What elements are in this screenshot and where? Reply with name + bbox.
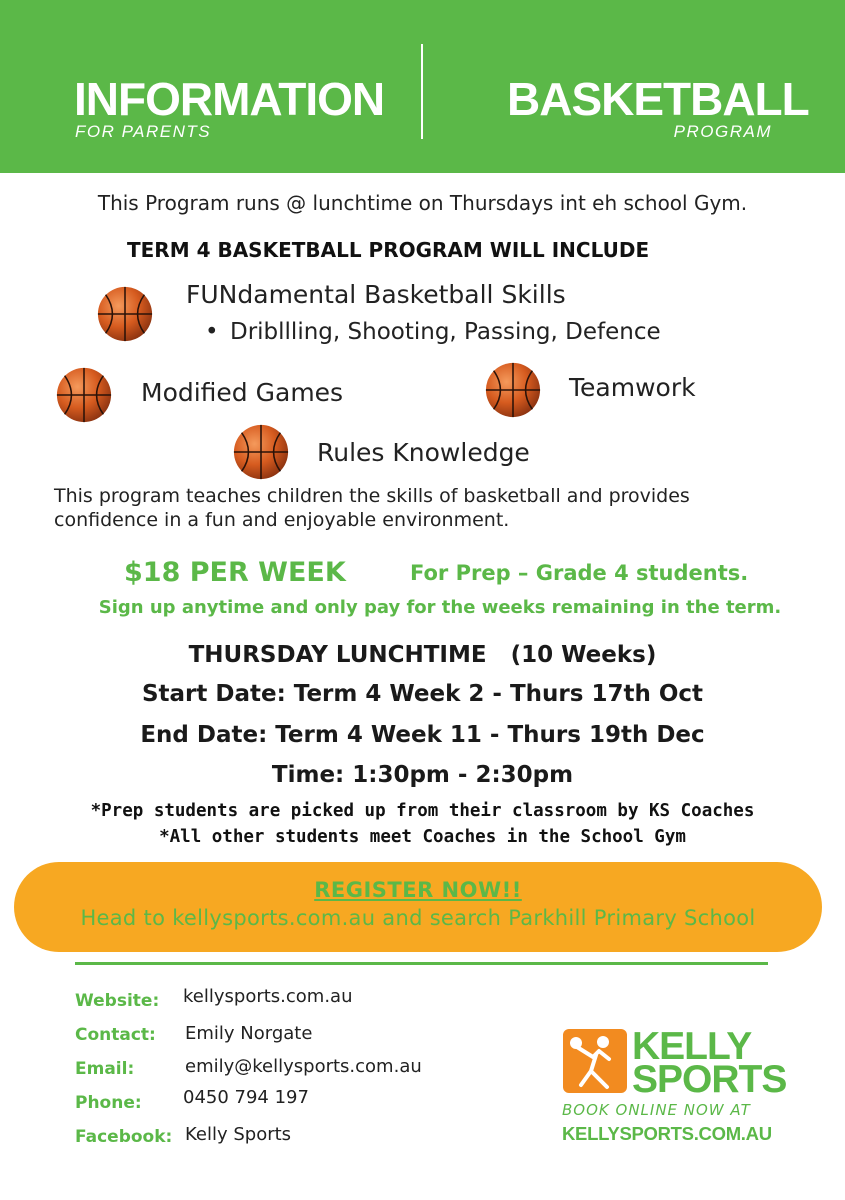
contact-name: Emily Norgate	[185, 1023, 313, 1044]
header-right-title: BASKETBALL	[507, 73, 809, 125]
bullet-dot: •	[205, 319, 219, 345]
logo-tagline: BOOK ONLINE NOW AT	[562, 1101, 751, 1119]
logo-word-sports: SPORTS	[632, 1058, 787, 1101]
header-divider	[421, 44, 423, 139]
includes-heading: TERM 4 BASKETBALL PROGRAM WILL INCLUDE	[127, 238, 650, 262]
register-instructions: Head to kellysports.com.au and search Parkhill Primary School	[80, 906, 756, 930]
prep-pickup-note: *Prep students are picked up from their classroom by KS Coaches	[90, 801, 755, 821]
item-modified-games: Modified Games	[141, 378, 344, 407]
website-label: Website:	[75, 991, 160, 1011]
register-banner[interactable]	[14, 862, 822, 952]
facebook-link[interactable]: Kelly Sports	[185, 1124, 292, 1145]
header-right-subtitle: PROGRAM	[673, 122, 772, 141]
kelly-sports-logo-icon	[563, 1029, 627, 1093]
facebook-label: Facebook:	[75, 1127, 173, 1147]
phone-label: Phone:	[75, 1093, 142, 1113]
header-left-title: INFORMATION	[74, 73, 385, 125]
schedule-start: Start Date: Term 4 Week 2 - Thurs 17th Oct	[141, 681, 704, 707]
basketball-icon	[232, 423, 290, 481]
phone-number: 0450 794 197	[183, 1087, 309, 1108]
price-per-week: $18 PER WEEK	[124, 557, 346, 588]
basketball-icon	[55, 366, 113, 424]
website-link[interactable]: kellysports.com.au	[183, 986, 353, 1007]
header-left-subtitle: FOR PARENTS	[75, 122, 212, 141]
register-link[interactable]: REGISTER NOW!!	[314, 878, 522, 902]
basketball-icon	[484, 361, 542, 419]
item-fundamentals: FUNdamental Basketball Skills	[186, 280, 566, 309]
item-skills-list: Dribllling, Shooting, Passing, Defence	[230, 319, 661, 345]
email-link[interactable]: emily@kellysports.com.au	[185, 1056, 422, 1077]
logo-word-kelly: KELLY	[632, 1025, 752, 1068]
grades-eligibility: For Prep – Grade 4 students.	[410, 561, 749, 585]
item-teamwork: Teamwork	[569, 373, 696, 402]
schedule-end: End Date: Term 4 Week 11 - Thurs 19th Dec	[140, 722, 705, 748]
email-label: Email:	[75, 1059, 135, 1079]
meeting-note: *All other students meet Coaches in the School Gym	[159, 827, 686, 847]
program-description: This program teaches children the skills of basketball and provides confidence in a fun and enjoyable environment.	[54, 485, 690, 531]
schedule-time: Time: 1:30pm - 2:30pm	[271, 762, 574, 788]
item-rules-knowledge: Rules Knowledge	[317, 438, 530, 467]
schedule-day: THURSDAY LUNCHTIME (10 Weeks)	[188, 642, 657, 668]
logo-url[interactable]: KELLYSPORTS.COM.AU	[562, 1123, 772, 1144]
signup-note: Sign up anytime and only pay for the weeks remaining in the term.	[98, 597, 782, 618]
basketball-icon	[96, 285, 154, 343]
contact-label: Contact:	[75, 1025, 156, 1045]
intro-text: This Program runs @ lunchtime on Thursdays int eh school Gym.	[97, 191, 748, 215]
divider-line	[75, 962, 768, 965]
